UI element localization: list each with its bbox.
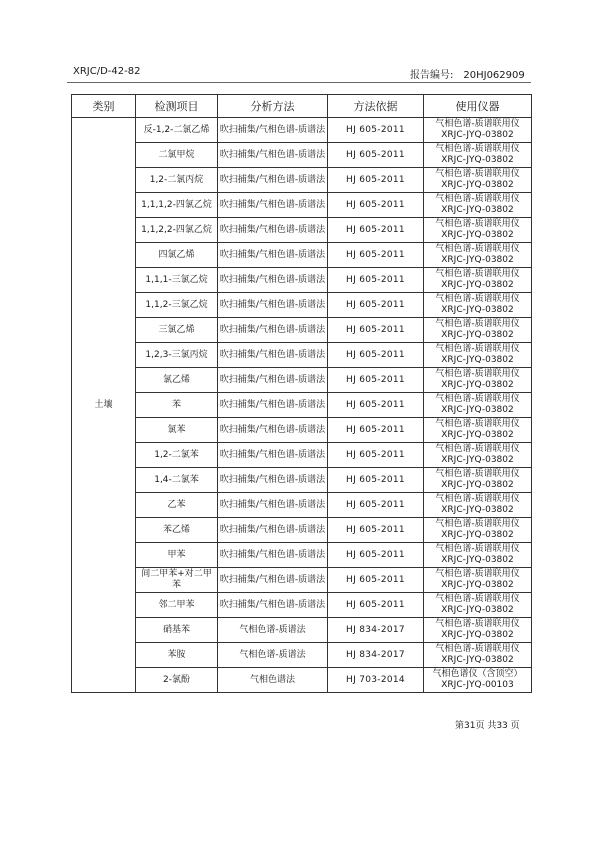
instrument-cell bbox=[424, 543, 532, 568]
instrument-cell bbox=[424, 443, 532, 468]
table-row bbox=[72, 393, 532, 418]
instrument-cell bbox=[424, 268, 532, 293]
method-cell: 吹扫捕集/气相色谱-质谱法 bbox=[218, 193, 328, 218]
instrument-cell bbox=[424, 293, 532, 318]
instrument-cell bbox=[424, 418, 532, 443]
instrument-name: 气相色谱-质谱联用仪 bbox=[435, 544, 520, 554]
table-row bbox=[72, 418, 532, 443]
instrument-name: 气相色谱-质谱联用仪 bbox=[435, 244, 520, 254]
table-row bbox=[72, 593, 532, 618]
item-cell: 1,2-二氯苯 bbox=[136, 443, 218, 468]
standard-cell: HJ 605-2011 bbox=[328, 518, 424, 543]
table-row bbox=[72, 218, 532, 243]
method-cell: 吹扫捕集/气相色谱-质谱法 bbox=[218, 243, 328, 268]
method-cell: 吹扫捕集/气相色谱-质谱法 bbox=[218, 543, 328, 568]
standard-cell: HJ 834-2017 bbox=[328, 643, 424, 668]
method-cell: 吹扫捕集/气相色谱-质谱法 bbox=[218, 418, 328, 443]
standard-cell: HJ 605-2011 bbox=[328, 418, 424, 443]
standard-cell: HJ 605-2011 bbox=[328, 318, 424, 343]
instrument-cell bbox=[424, 568, 532, 593]
method-cell: 吹扫捕集/气相色谱-质谱法 bbox=[218, 143, 328, 168]
table-row bbox=[72, 543, 532, 568]
instrument-id: XRJC-JYQ-03802 bbox=[441, 130, 514, 140]
instrument-cell bbox=[424, 493, 532, 518]
item-cell: 1,1,2-三氯乙烷 bbox=[136, 293, 218, 318]
instrument-id: XRJC-JYQ-00103 bbox=[441, 680, 514, 690]
instrument-id: XRJC-JYQ-03802 bbox=[441, 380, 514, 390]
report-number-block bbox=[410, 66, 525, 81]
item-cell: 乙苯 bbox=[136, 493, 218, 518]
instrument-cell bbox=[424, 368, 532, 393]
item-cell: 四氯乙烯 bbox=[136, 243, 218, 268]
instrument-id: XRJC-JYQ-03802 bbox=[441, 480, 514, 490]
table-row bbox=[72, 668, 532, 693]
method-cell: 吹扫捕集/气相色谱-质谱法 bbox=[218, 518, 328, 543]
header-rule bbox=[67, 82, 531, 83]
table-row bbox=[72, 518, 532, 543]
table-row bbox=[72, 493, 532, 518]
table-row bbox=[72, 243, 532, 268]
instrument-cell bbox=[424, 243, 532, 268]
instrument-name: 气相色谱-质谱联用仪 bbox=[435, 319, 520, 329]
instrument-id: XRJC-JYQ-03802 bbox=[441, 155, 514, 165]
table-row bbox=[72, 143, 532, 168]
standard-cell: HJ 605-2011 bbox=[328, 243, 424, 268]
method-cell: 吹扫捕集/气相色谱-质谱法 bbox=[218, 268, 328, 293]
instrument-name: 气相色谱-质谱联用仪 bbox=[435, 594, 520, 604]
method-cell: 吹扫捕集/气相色谱-质谱法 bbox=[218, 593, 328, 618]
method-table bbox=[71, 94, 532, 693]
instrument-id: XRJC-JYQ-03802 bbox=[441, 305, 514, 315]
table-row bbox=[72, 368, 532, 393]
item-cell: 三氯乙烯 bbox=[136, 318, 218, 343]
standard-cell: HJ 605-2011 bbox=[328, 118, 424, 143]
item-cell: 硝基苯 bbox=[136, 618, 218, 643]
standard-cell: HJ 605-2011 bbox=[328, 218, 424, 243]
method-cell: 吹扫捕集/气相色谱-质谱法 bbox=[218, 118, 328, 143]
instrument-name: 气相色谱-质谱联用仪 bbox=[435, 144, 520, 154]
table-row bbox=[72, 268, 532, 293]
item-cell: 苯乙烯 bbox=[136, 518, 218, 543]
column-header-method: 分析方法 bbox=[218, 95, 328, 118]
instrument-name: 气相色谱-质谱联用仪 bbox=[435, 644, 520, 654]
standard-cell: HJ 834-2017 bbox=[328, 618, 424, 643]
item-cell: 邻二甲苯 bbox=[136, 593, 218, 618]
instrument-id: XRJC-JYQ-03802 bbox=[441, 280, 514, 290]
standard-cell: HJ 605-2011 bbox=[328, 468, 424, 493]
instrument-cell bbox=[424, 168, 532, 193]
instrument-name: 气相色谱-质谱联用仪 bbox=[435, 369, 520, 379]
instrument-cell bbox=[424, 618, 532, 643]
instrument-name: 气相色谱-质谱联用仪 bbox=[435, 419, 520, 429]
instrument-cell bbox=[424, 318, 532, 343]
instrument-id: XRJC-JYQ-03802 bbox=[441, 355, 514, 365]
instrument-id: XRJC-JYQ-03802 bbox=[441, 405, 514, 415]
item-cell: 1,2,3-三氯丙烷 bbox=[136, 343, 218, 368]
method-cell: 气相色谱法 bbox=[218, 668, 328, 693]
instrument-id: XRJC-JYQ-03802 bbox=[441, 655, 514, 665]
table-header-row bbox=[72, 95, 532, 118]
instrument-cell bbox=[424, 668, 532, 693]
standard-cell: HJ 605-2011 bbox=[328, 268, 424, 293]
table-row bbox=[72, 193, 532, 218]
table-row bbox=[72, 168, 532, 193]
method-cell: 吹扫捕集/气相色谱-质谱法 bbox=[218, 468, 328, 493]
column-header-standard: 方法依据 bbox=[328, 95, 424, 118]
instrument-cell bbox=[424, 393, 532, 418]
instrument-name: 气相色谱-质谱联用仪 bbox=[435, 494, 520, 504]
standard-cell: HJ 605-2011 bbox=[328, 143, 424, 168]
table-row bbox=[72, 443, 532, 468]
table-row bbox=[72, 318, 532, 343]
standard-cell: HJ 605-2011 bbox=[328, 368, 424, 393]
table-row bbox=[72, 293, 532, 318]
method-cell: 吹扫捕集/气相色谱-质谱法 bbox=[218, 368, 328, 393]
instrument-cell bbox=[424, 193, 532, 218]
instrument-id: XRJC-JYQ-03802 bbox=[441, 255, 514, 265]
item-cell: 1,1,1,2-四氯乙烷 bbox=[136, 193, 218, 218]
instrument-cell bbox=[424, 118, 532, 143]
document-code: XRJC/D-42-82 bbox=[73, 66, 141, 77]
instrument-cell bbox=[424, 643, 532, 668]
item-cell: 甲苯 bbox=[136, 543, 218, 568]
table-row bbox=[72, 568, 532, 593]
instrument-id: XRJC-JYQ-03802 bbox=[441, 455, 514, 465]
item-cell: 氯苯 bbox=[136, 418, 218, 443]
table-body bbox=[72, 118, 532, 693]
table-row bbox=[72, 618, 532, 643]
method-cell: 吹扫捕集/气相色谱-质谱法 bbox=[218, 293, 328, 318]
page-number: 第31页 共33 页 bbox=[455, 721, 520, 731]
standard-cell: HJ 605-2011 bbox=[328, 193, 424, 218]
instrument-name: 气相色谱-质谱联用仪 bbox=[435, 294, 520, 304]
instrument-id: XRJC-JYQ-03802 bbox=[441, 330, 514, 340]
table-row bbox=[72, 343, 532, 368]
method-cell: 吹扫捕集/气相色谱-质谱法 bbox=[218, 218, 328, 243]
item-cell: 反-1,2-二氯乙烯 bbox=[136, 118, 218, 143]
instrument-name: 气相色谱-质谱联用仪 bbox=[435, 394, 520, 404]
item-cell: 1,4-二氯苯 bbox=[136, 468, 218, 493]
method-cell: 吹扫捕集/气相色谱-质谱法 bbox=[218, 343, 328, 368]
item-cell: 氯乙烯 bbox=[136, 368, 218, 393]
instrument-name: 气相色谱-质谱联用仪 bbox=[435, 119, 520, 129]
table-row bbox=[72, 643, 532, 668]
instrument-id: XRJC-JYQ-03802 bbox=[441, 630, 514, 640]
method-cell: 吹扫捕集/气相色谱-质谱法 bbox=[218, 318, 328, 343]
column-header-item: 检测项目 bbox=[136, 95, 218, 118]
instrument-id: XRJC-JYQ-03802 bbox=[441, 605, 514, 615]
item-cell: 苯胺 bbox=[136, 643, 218, 668]
instrument-cell bbox=[424, 218, 532, 243]
instrument-id: XRJC-JYQ-03802 bbox=[441, 230, 514, 240]
instrument-id: XRJC-JYQ-03802 bbox=[441, 430, 514, 440]
instrument-name: 气相色谱-质谱联用仪 bbox=[435, 569, 520, 579]
instrument-name: 气相色谱-质谱联用仪 bbox=[435, 344, 520, 354]
instrument-id: XRJC-JYQ-03802 bbox=[441, 530, 514, 540]
method-cell: 吹扫捕集/气相色谱-质谱法 bbox=[218, 443, 328, 468]
method-cell: 气相色谱-质谱法 bbox=[218, 643, 328, 668]
category-cell: 土壤 bbox=[72, 118, 136, 693]
standard-cell: HJ 605-2011 bbox=[328, 493, 424, 518]
instrument-id: XRJC-JYQ-03802 bbox=[441, 205, 514, 215]
instrument-name: 气相色谱-质谱联用仪 bbox=[435, 619, 520, 629]
item-cell: 1,1,1-三氯乙烷 bbox=[136, 268, 218, 293]
instrument-name: 气相色谱仪（含顶空） bbox=[432, 669, 523, 679]
instrument-id: XRJC-JYQ-03802 bbox=[441, 505, 514, 515]
item-cell: 二氯甲烷 bbox=[136, 143, 218, 168]
column-header-instrument: 使用仪器 bbox=[424, 95, 532, 118]
standard-cell: HJ 605-2011 bbox=[328, 443, 424, 468]
standard-cell: HJ 703-2014 bbox=[328, 668, 424, 693]
report-number-value: 20HJ062909 bbox=[463, 70, 525, 81]
instrument-name: 气相色谱-质谱联用仪 bbox=[435, 519, 520, 529]
method-cell: 气相色谱-质谱法 bbox=[218, 618, 328, 643]
report-number-label: 报告编号: bbox=[410, 70, 454, 81]
instrument-name: 气相色谱-质谱联用仪 bbox=[435, 194, 520, 204]
standard-cell: HJ 605-2011 bbox=[328, 568, 424, 593]
instrument-name: 气相色谱-质谱联用仪 bbox=[435, 269, 520, 279]
instrument-cell bbox=[424, 143, 532, 168]
method-cell: 吹扫捕集/气相色谱-质谱法 bbox=[218, 493, 328, 518]
standard-cell: HJ 605-2011 bbox=[328, 593, 424, 618]
standard-cell: HJ 605-2011 bbox=[328, 168, 424, 193]
method-cell: 吹扫捕集/气相色谱-质谱法 bbox=[218, 168, 328, 193]
instrument-cell bbox=[424, 593, 532, 618]
instrument-cell bbox=[424, 343, 532, 368]
table-row bbox=[72, 468, 532, 493]
instrument-id: XRJC-JYQ-03802 bbox=[441, 580, 514, 590]
table-row bbox=[72, 118, 532, 143]
item-cell: 1,2-二氯丙烷 bbox=[136, 168, 218, 193]
instrument-cell bbox=[424, 468, 532, 493]
item-cell: 2-氯酚 bbox=[136, 668, 218, 693]
instrument-name: 气相色谱-质谱联用仪 bbox=[435, 169, 520, 179]
method-cell: 吹扫捕集/气相色谱-质谱法 bbox=[218, 393, 328, 418]
instrument-cell bbox=[424, 518, 532, 543]
standard-cell: HJ 605-2011 bbox=[328, 543, 424, 568]
instrument-id: XRJC-JYQ-03802 bbox=[441, 180, 514, 190]
item-cell: 1,1,2,2-四氯乙烷 bbox=[136, 218, 218, 243]
instrument-name: 气相色谱-质谱联用仪 bbox=[435, 469, 520, 479]
column-header-category: 类别 bbox=[72, 95, 136, 118]
standard-cell: HJ 605-2011 bbox=[328, 393, 424, 418]
item-cell: 间二甲苯+对二甲苯 bbox=[136, 568, 218, 593]
instrument-id: XRJC-JYQ-03802 bbox=[441, 555, 514, 565]
item-cell: 苯 bbox=[136, 393, 218, 418]
instrument-name: 气相色谱-质谱联用仪 bbox=[435, 444, 520, 454]
method-cell: 吹扫捕集/气相色谱-质谱法 bbox=[218, 568, 328, 593]
standard-cell: HJ 605-2011 bbox=[328, 293, 424, 318]
standard-cell: HJ 605-2011 bbox=[328, 343, 424, 368]
instrument-name: 气相色谱-质谱联用仪 bbox=[435, 219, 520, 229]
